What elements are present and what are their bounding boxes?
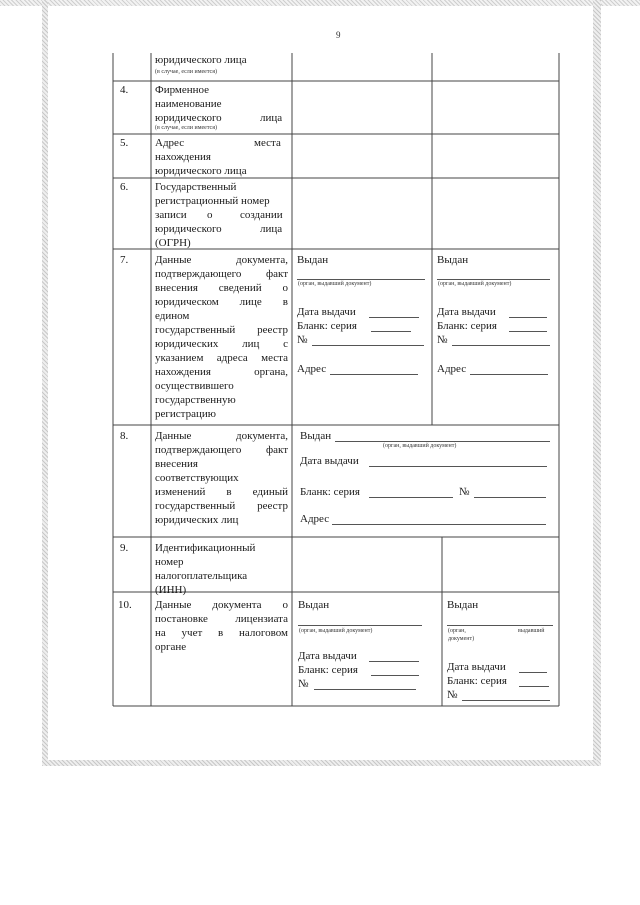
row7-col2-issued-label: Выдан: [297, 254, 329, 266]
row6-label-word: создании: [240, 209, 283, 221]
row5-label-line: Адрес: [155, 137, 185, 149]
row10-col2-issuer-note: (орган, выдавший документ): [299, 628, 373, 634]
row6-number: 6.: [120, 181, 129, 193]
row4-label-line: Фирменное: [155, 84, 210, 96]
row7-col3-issued-label: Выдан: [437, 254, 469, 266]
row8-number-field[interactable]: [474, 497, 546, 498]
row10-label: [155, 598, 288, 654]
row7-label-line: государственный реестр: [155, 324, 288, 336]
row7-label-line: государственную: [155, 394, 236, 406]
row7-col3-date-label: Дата выдачи: [437, 306, 496, 318]
row10-col3-issuer-note: (орган,: [448, 628, 466, 634]
row7-label-line: регистрацию: [155, 408, 216, 420]
row8-label: [155, 429, 288, 527]
row7-col2-number-field[interactable]: [312, 345, 424, 346]
row7-label-line: нахождения органа,: [155, 366, 288, 378]
row6-label-word: лица: [260, 223, 283, 235]
row10-col3-issued-label: Выдан: [447, 599, 479, 611]
row10-col3-number-field[interactable]: [462, 700, 550, 701]
row7-label-line: внесения сведений о: [155, 282, 288, 294]
row7-number: 7.: [120, 254, 129, 266]
row10-col2-number-field[interactable]: [314, 689, 416, 690]
row10-col2-number-label: №: [298, 678, 309, 690]
row10-label-line: Данные документа о: [155, 599, 288, 611]
row7-col3-number-label: №: [437, 334, 448, 346]
row8-date-field[interactable]: [369, 466, 547, 467]
row9-label-line: налогоплательщика: [155, 570, 248, 582]
row7-col3-form-label: Бланк: серия: [437, 320, 497, 332]
row4-label-line: наименование: [155, 98, 222, 110]
row9-label-line: (ИНН): [155, 584, 187, 596]
row10-col3-number-label: №: [447, 689, 458, 701]
row4-number: 4.: [120, 84, 129, 96]
row10-col2-form-field[interactable]: [371, 675, 419, 676]
row7-col3-issued-field[interactable]: [437, 279, 550, 280]
row7-label: [155, 253, 288, 421]
row8-label-line: государственный реестр: [155, 500, 288, 512]
row8-number: 8.: [120, 430, 129, 442]
row3-label-line: юридического лица: [155, 54, 247, 66]
row6-label-line: (ОГРН): [155, 237, 191, 249]
row4-label-word: лица: [260, 112, 283, 124]
row8-issued-label: Выдан: [300, 430, 332, 442]
row7-col2-address-field[interactable]: [330, 374, 418, 375]
row7-col2-date-label: Дата выдачи: [297, 306, 356, 318]
row7-col2-date-field[interactable]: [369, 317, 419, 318]
page-number: 9: [336, 30, 341, 40]
row10-label-line: постановке лицензиата: [155, 613, 288, 625]
row8-label-line: соответствующих: [155, 472, 239, 484]
row6-label-line: Государственный: [155, 181, 237, 193]
row10-col3-form-label: Бланк: серия: [447, 675, 507, 687]
row7-label-line: юридическом лице в: [155, 296, 288, 308]
row8-label-line: подтверждающего факт: [155, 444, 288, 456]
row8-label-line: юридических лиц: [155, 514, 239, 526]
row10-col2-issued-label: Выдан: [298, 599, 330, 611]
row8-label-line: внесения: [155, 458, 198, 470]
row3-label-note: (в случае, если имеется): [155, 69, 217, 75]
row10-number: 10.: [118, 599, 132, 611]
row7-label-line: подтверждающего факт: [155, 268, 288, 280]
row7-col3-address-label: Адрес: [437, 363, 467, 375]
row10-col3-date-field[interactable]: [519, 672, 547, 673]
row10-col2-date-field[interactable]: [369, 661, 419, 662]
row10-col3-issuer-note: документ): [448, 636, 475, 642]
row6-label-word: юридического: [155, 223, 222, 235]
row7-col2-issued-field[interactable]: [297, 279, 425, 280]
row10-col2-issued-field[interactable]: [298, 625, 422, 626]
row7-label-line: осуществившего: [155, 380, 234, 392]
row8-label-line: изменений в единый: [155, 486, 288, 498]
row8-label-line: Данные документа,: [155, 430, 288, 442]
row8-address-label: Адрес: [300, 513, 330, 525]
row10-col3-issuer-note: выдавший: [518, 628, 545, 634]
row9-label-line: Идентификационный: [155, 542, 256, 554]
row7-col2-issuer-note: (орган, выдавший документ): [298, 281, 372, 287]
row7-col2-number-label: №: [297, 334, 308, 346]
row9-label-line: номер: [155, 556, 184, 568]
row7-col3-issuer-note: (орган, выдавший документ): [438, 281, 512, 287]
row8-form-field[interactable]: [369, 497, 453, 498]
row8-issuer-note: (орган, выдавший документ): [383, 443, 457, 449]
row10-label-line: на учет в налоговом: [155, 627, 288, 639]
row9-number: 9.: [120, 542, 129, 554]
row7-col3-number-field[interactable]: [452, 345, 550, 346]
row7-col2-form-field[interactable]: [371, 331, 411, 332]
row5-label-line: юридического лица: [155, 165, 247, 177]
row10-col3-issued-field[interactable]: [447, 625, 553, 626]
row8-address-field[interactable]: [332, 524, 546, 525]
row10-col2-form-label: Бланк: серия: [298, 664, 358, 676]
row7-label-line: Данные документа,: [155, 254, 288, 266]
row10-col3-date-label: Дата выдачи: [447, 661, 506, 673]
row7-col3-address-field[interactable]: [470, 374, 548, 375]
row8-issued-field[interactable]: [335, 441, 550, 442]
row6-label-word: о: [207, 209, 213, 221]
row7-col2-form-label: Бланк: серия: [297, 320, 357, 332]
row10-col2-date-label: Дата выдачи: [298, 650, 357, 662]
row7-label-line: юридических лиц с: [155, 338, 288, 350]
row8-form-label: Бланк: серия: [300, 486, 360, 498]
row5-number: 5.: [120, 137, 129, 149]
row5-label-line: нахождения: [155, 151, 211, 163]
row10-label-line: органе: [155, 641, 187, 653]
row7-col2-address-label: Адрес: [297, 363, 327, 375]
row7-col3-date-field[interactable]: [509, 317, 547, 318]
row10-col3-form-field[interactable]: [519, 686, 549, 687]
row4-label-line: юридического: [155, 112, 222, 124]
row7-label-line: едином: [155, 310, 190, 322]
row7-label-line: указанием адреса места: [155, 352, 288, 364]
row5-label-word: места: [254, 137, 281, 149]
row4-label-note: (в случае, если имеется): [155, 125, 217, 131]
row8-number-label: №: [459, 486, 470, 498]
row8-date-label: Дата выдачи: [300, 455, 359, 467]
row7-col3-form-field[interactable]: [509, 331, 547, 332]
row6-label-line: регистрационный номер: [155, 195, 270, 207]
row6-label-word: записи: [155, 209, 187, 221]
